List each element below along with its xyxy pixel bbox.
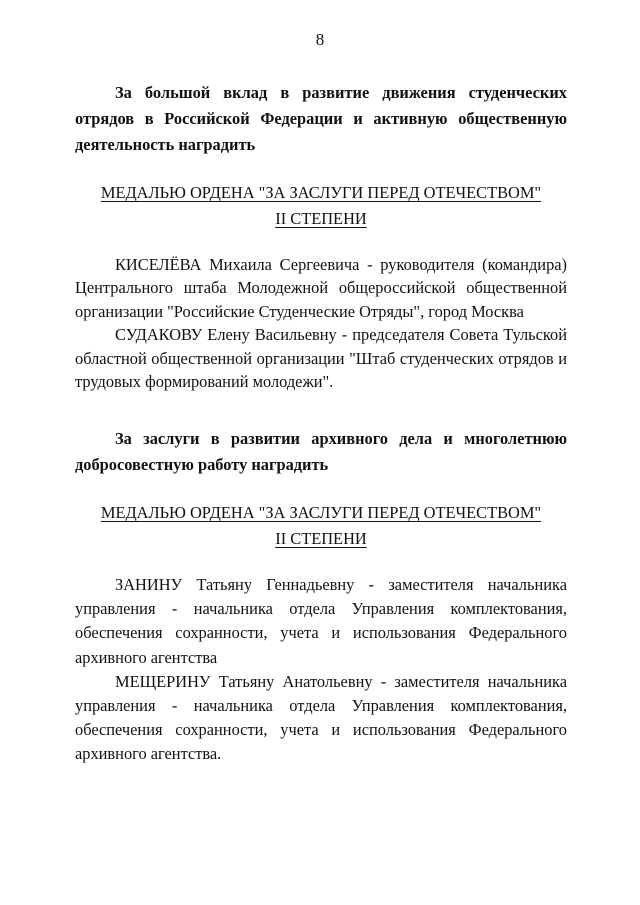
medal-title-1 xyxy=(75,180,567,232)
medal-title-1-line1: МЕДАЛЬЮ ОРДЕНА "ЗА ЗАСЛУГИ ПЕРЕД ОТЕЧЕСТВОМ" xyxy=(100,183,542,202)
award-intro-2: За заслуги в развитии архивного дела и многолетнюю добросовестную работу наградить xyxy=(75,429,567,474)
awardee-kiselev: КИСЕЛЁВА Михаила Сергеевича - руководителя (командира) Центрального штаба Молодежной общероссийской общественной организации "Российские Студенческие Отряды", город Москва xyxy=(75,255,567,321)
awardee-sudakova: СУДАКОВУ Елену Васильевну - председателя Совета Тульской областной общественной организации "Штаб студенческих отрядов и трудовых формирований молодежи". xyxy=(75,325,567,392)
award-intro-1: За большой вклад в развитие движения студенческих отрядов в Российской Федерации и активную общественную деятельность наградить xyxy=(75,83,567,154)
awardee-zanina: ЗАНИНУ Татьяну Геннадьевну - заместителя начальника управления - начальника отдела Управления комплектования, обеспечения сохранности, учета и использования Федерального архивного агентства xyxy=(75,575,567,667)
awardee-list-1 xyxy=(75,253,567,393)
medal-title-1-line2: II СТЕПЕНИ xyxy=(275,209,367,228)
awardee-meshcherina: МЕЩЕРИНУ Татьяну Анатольевну - заместителя начальника управления - начальника отдела Управления комплектования, обеспечения сохранности, учета и использования Федерального архивного агентства. xyxy=(75,671,567,764)
medal-title-2 xyxy=(75,500,567,552)
page-number: 8 xyxy=(315,30,325,49)
medal-title-2-line1: МЕДАЛЬЮ ОРДЕНА "ЗА ЗАСЛУГИ ПЕРЕД ОТЕЧЕСТВОМ" xyxy=(100,503,542,522)
medal-title-2-line2: II СТЕПЕНИ xyxy=(275,529,367,548)
awardee-list-2 xyxy=(75,573,567,767)
